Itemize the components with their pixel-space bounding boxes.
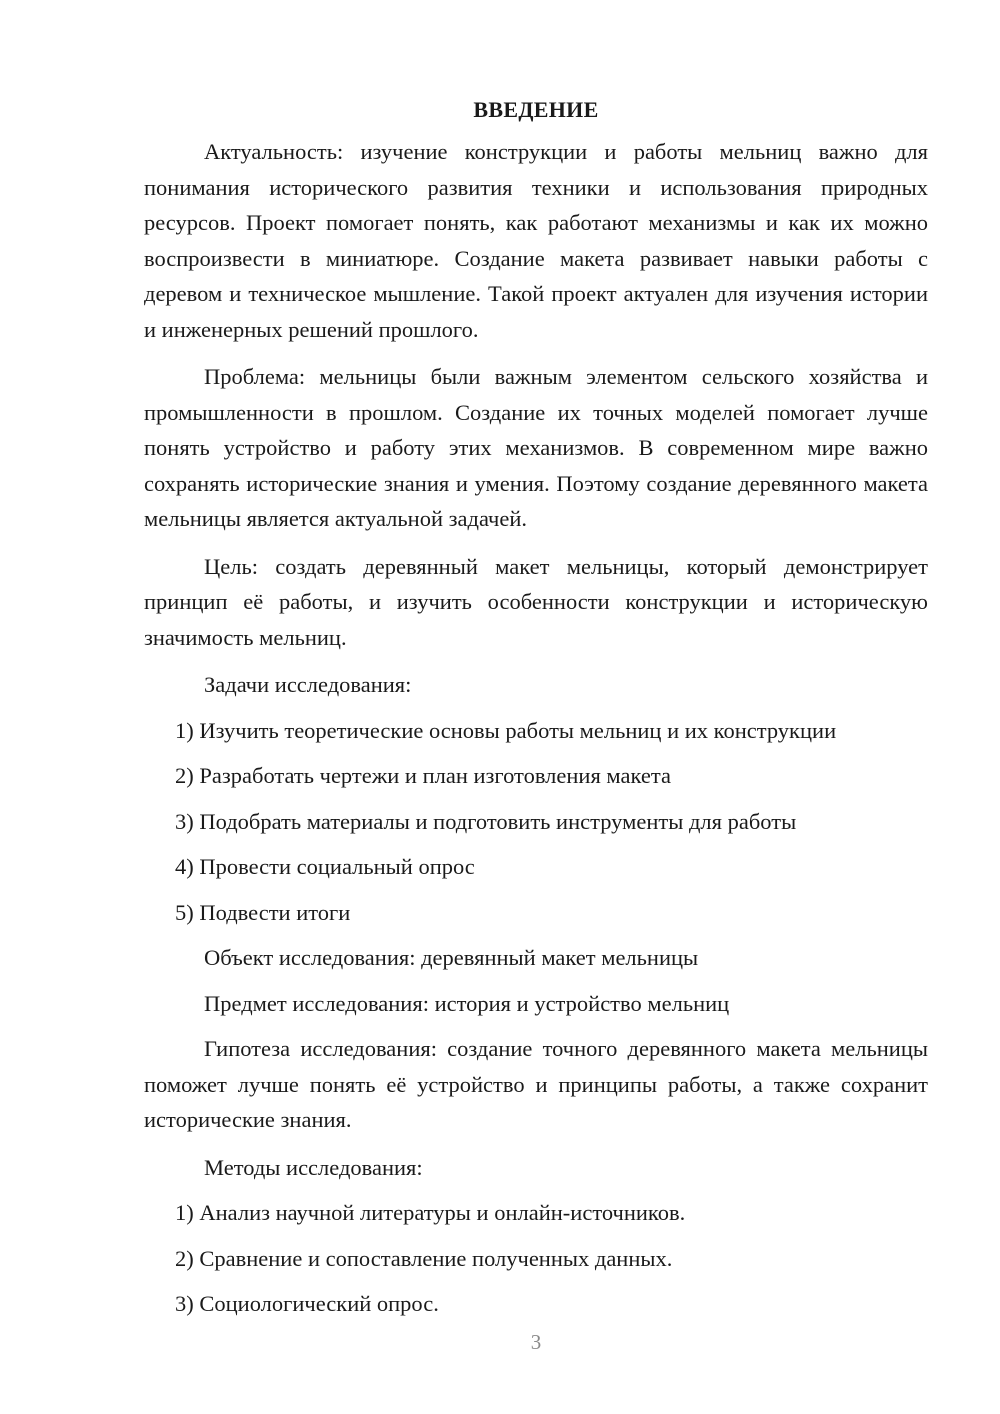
tasks-heading: Задачи исследования: (204, 672, 412, 697)
task-item-3: 3) Подобрать материалы и подготовить инструменты для работы (175, 808, 797, 834)
document-page (144, 92, 928, 1332)
task-item-2: 2) Разработать чертежи и план изготовления макета (175, 763, 671, 788)
task-item-1: 1) Изучить теоретические основы работы мельниц и их конструкции (175, 717, 837, 743)
hypothesis-paragraph: Гипотеза исследования: создание точного деревянного макета мельницы поможет лучше понять её устройство и принципы работы, а также сохранит исторические знания. (144, 1036, 928, 1132)
methods-heading: Методы исследования: (204, 1154, 423, 1180)
method-item-1: 1) Анализ научной литературы и онлайн-источников. (175, 1200, 686, 1225)
method-item-2: 2) Сравнение и сопоставление полученных данных. (175, 1245, 673, 1271)
method-item-3: 3) Социологический опрос. (175, 1291, 439, 1316)
research-object: Объект исследования: деревянный макет мельницы (204, 945, 699, 970)
methods-list (144, 1195, 928, 1322)
goal-paragraph: Цель: создать деревянный макет мельницы, который демонстрирует принцип её работы, и изучить особенности конструкции и историческую значимость мельниц. (144, 553, 928, 650)
problem-paragraph: Проблема: мельницы были важным элементом сельского хозяйства и промышленности в прошлом. Создание их точных моделей помогает лучше понять устройство и работу этих механизмов. В современном мире важно сохранять исторические знания и умения. Поэтому создание деревянного макета мельницы является актуальной задачей. (144, 364, 928, 531)
tasks-list (144, 713, 928, 931)
relevance-paragraph: Актуальность: изучение конструкции и работы мельниц важно для понимания исторического развития техники и использования природных ресурсов. Проект помогает понять, как работают механизмы и как их можно воспроизвести в миниатюре. Создание макета развивает навыки работы с деревом и техническое мышление. Такой проект актуален для изучения истории и инженерных решений прошлого. (144, 139, 928, 342)
task-item-5: 5) Подвести итоги (175, 899, 351, 925)
research-subject: Предмет исследования: история и устройство мельниц (204, 990, 730, 1016)
document-title: ВВЕДЕНИЕ (473, 97, 599, 122)
page-number: 3 (530, 1330, 542, 1354)
task-item-4: 4) Провести социальный опрос (175, 854, 475, 879)
